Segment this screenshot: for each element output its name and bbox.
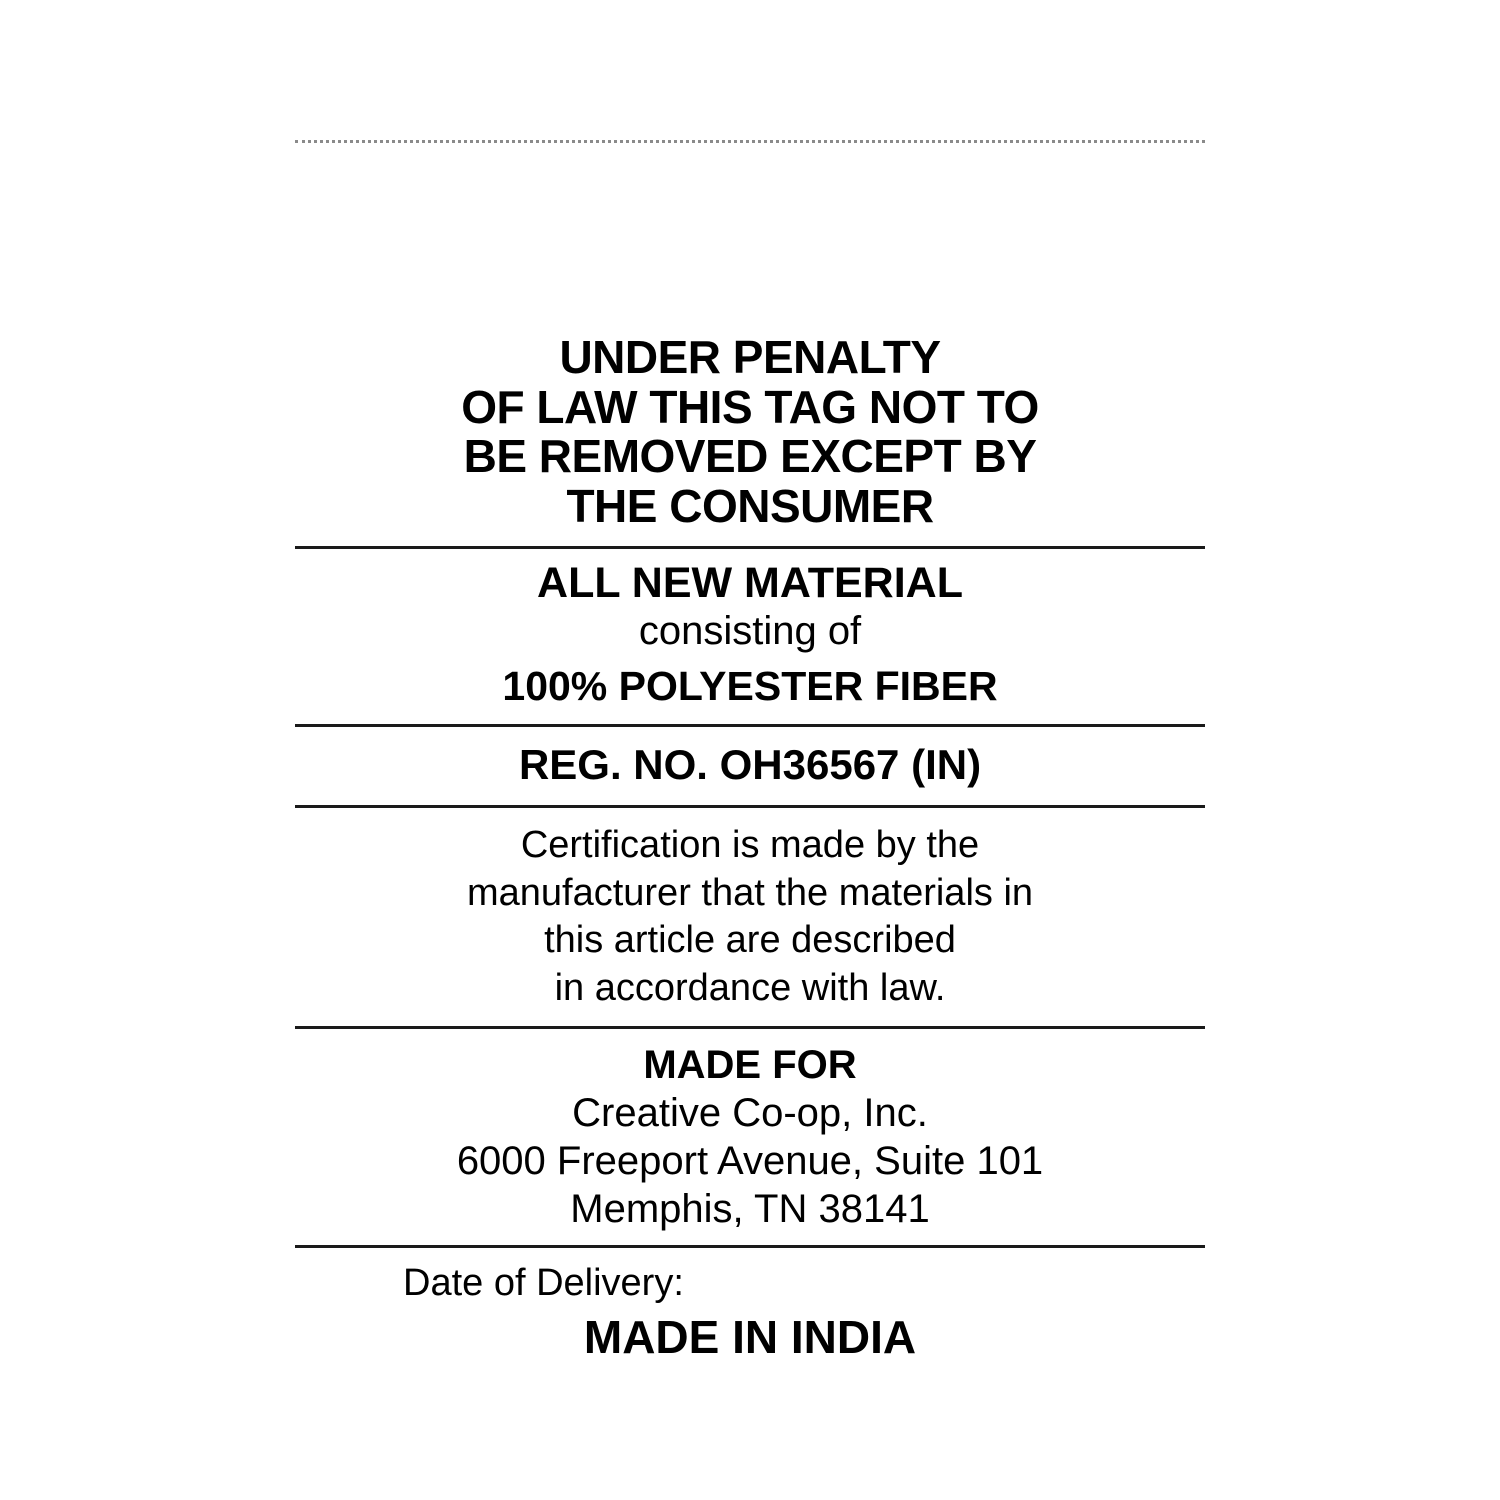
penalty-notice bbox=[295, 333, 1205, 549]
registration-number: REG. NO. OH36567 (IN) bbox=[295, 727, 1205, 808]
material-subheading: consisting of bbox=[638, 608, 862, 653]
certification-line-1: Certification is made by the bbox=[520, 824, 980, 867]
perforation-line bbox=[295, 140, 1205, 163]
penalty-notice-line-2: OF LAW THIS TAG NOT TO bbox=[461, 380, 1039, 433]
made-for-street: 6000 Freeport Avenue, Suite 101 bbox=[456, 1139, 1044, 1184]
penalty-notice-line-3: BE REMOVED EXCEPT BY bbox=[463, 430, 1037, 483]
certification-statement bbox=[295, 808, 1205, 1029]
certification-line-2: manufacturer that the materials in bbox=[466, 871, 1034, 914]
material-heading: ALL NEW MATERIAL bbox=[537, 558, 963, 607]
material-fiber-content: 100% POLYESTER FIBER bbox=[502, 662, 998, 709]
made-for-section bbox=[295, 1029, 1205, 1248]
footer-section bbox=[295, 1248, 1205, 1365]
penalty-notice-line-1: UNDER PENALTY bbox=[559, 331, 941, 383]
certification-line-4: in accordance with law. bbox=[554, 966, 946, 1009]
date-of-delivery-label: Date of Delivery: bbox=[403, 1262, 684, 1305]
made-for-city-state-zip: Memphis, TN 38141 bbox=[570, 1187, 930, 1232]
material-section bbox=[295, 549, 1205, 727]
made-for-company: Creative Co-op, Inc. bbox=[572, 1091, 928, 1136]
penalty-notice-line-4: THE CONSUMER bbox=[566, 480, 934, 533]
country-of-origin: MADE IN INDIA bbox=[583, 1310, 917, 1363]
certification-line-3: this article are described bbox=[544, 919, 956, 962]
law-label-tag bbox=[295, 140, 1205, 1365]
made-for-heading: MADE FOR bbox=[643, 1043, 857, 1088]
